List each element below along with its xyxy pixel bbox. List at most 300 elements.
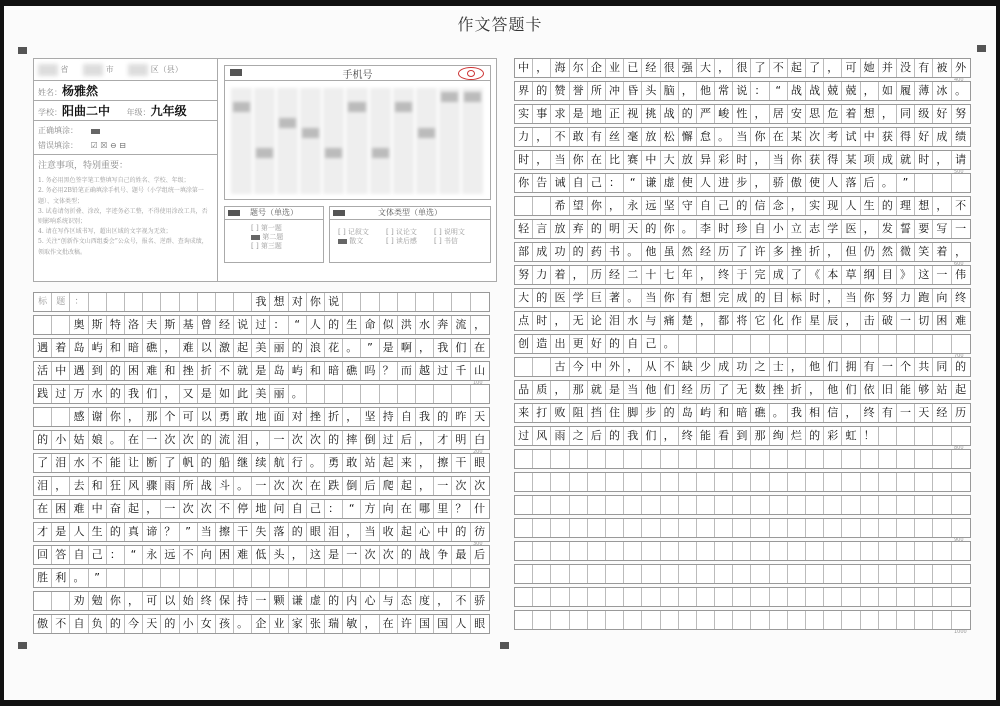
grid-cell[interactable]: [551, 542, 569, 560]
grid-cell[interactable]: [679, 565, 697, 583]
grid-cell[interactable]: [952, 611, 970, 629]
grid-cell[interactable]: 己: [715, 197, 733, 215]
grid-cell[interactable]: 好: [933, 105, 951, 123]
grid-cell[interactable]: 人: [307, 316, 325, 334]
grid-cell[interactable]: 当: [733, 128, 751, 146]
grid-cell[interactable]: 得: [897, 128, 915, 146]
grid-cell[interactable]: ，: [416, 431, 434, 449]
grid-cell[interactable]: [697, 611, 715, 629]
grid-cell[interactable]: [824, 496, 842, 514]
grid-cell[interactable]: 地: [588, 105, 606, 123]
grid-cell[interactable]: 性: [733, 105, 751, 123]
grid-cell[interactable]: 力: [515, 128, 533, 146]
grid-cell[interactable]: 终: [679, 427, 697, 445]
grid-cell[interactable]: [697, 473, 715, 491]
grid-cell[interactable]: 坚: [361, 408, 379, 426]
grid-cell[interactable]: [897, 450, 915, 468]
grid-cell[interactable]: 着: [52, 339, 70, 357]
grid-cell[interactable]: [952, 335, 970, 353]
grid-cell[interactable]: 一: [879, 358, 897, 376]
grid-cell[interactable]: [34, 408, 52, 426]
grid-cell[interactable]: 了: [715, 381, 733, 399]
grid-cell[interactable]: [679, 611, 697, 629]
grid-cell[interactable]: 。: [70, 569, 88, 587]
grid-cell[interactable]: [697, 450, 715, 468]
grid-cell[interactable]: 虹: [842, 427, 860, 445]
grid-cell[interactable]: 心: [416, 523, 434, 541]
grid-cell[interactable]: [125, 569, 143, 587]
grid-cell[interactable]: ：: [270, 316, 288, 334]
grid-cell[interactable]: 己: [642, 335, 660, 353]
grid-cell[interactable]: [606, 450, 624, 468]
grid-cell[interactable]: [398, 293, 416, 311]
grid-cell[interactable]: 水: [89, 385, 107, 403]
grid-cell[interactable]: [915, 335, 933, 353]
grid-cell[interactable]: [715, 473, 733, 491]
grid-cell[interactable]: 是: [252, 362, 270, 380]
grid-cell[interactable]: 无: [733, 381, 751, 399]
grid-cell[interactable]: ：: [325, 500, 343, 518]
grid-row[interactable]: [33, 384, 490, 404]
grid-cell[interactable]: [915, 588, 933, 606]
genre-select-box[interactable]: [329, 206, 491, 263]
grid-cell[interactable]: 将: [733, 312, 751, 330]
grid-cell[interactable]: 在: [380, 615, 398, 633]
grid-cell[interactable]: [733, 519, 751, 537]
grid-cell[interactable]: 使: [806, 174, 824, 192]
grid-cell[interactable]: 的: [325, 316, 343, 334]
grid-cell[interactable]: ，: [861, 82, 879, 100]
grid-cell[interactable]: ，: [570, 266, 588, 284]
grid-cell[interactable]: [770, 496, 788, 514]
grid-cell[interactable]: 方: [361, 500, 379, 518]
grid-cell[interactable]: 停: [234, 500, 252, 518]
grid-cell[interactable]: 生: [343, 316, 361, 334]
grid-cell[interactable]: [642, 473, 660, 491]
grid-cell[interactable]: [751, 542, 769, 560]
grid-cell[interactable]: 暗: [733, 404, 751, 422]
grid-cell[interactable]: [471, 385, 489, 403]
grid-cell[interactable]: 己: [307, 500, 325, 518]
grid-cell[interactable]: 不: [661, 358, 679, 376]
grid-cell[interactable]: 回: [34, 546, 52, 564]
grid-cell[interactable]: 的: [289, 523, 307, 541]
grid-cell[interactable]: [661, 450, 679, 468]
grid-cell[interactable]: 断: [143, 454, 161, 472]
grid-cell[interactable]: [515, 542, 533, 560]
grid-cell[interactable]: [588, 496, 606, 514]
grid-cell[interactable]: [533, 197, 551, 215]
grid-cell[interactable]: 脑: [661, 82, 679, 100]
grid-cell[interactable]: 向: [380, 500, 398, 518]
grid-cell[interactable]: 自: [624, 335, 642, 353]
grid-cell[interactable]: 兢: [842, 82, 860, 100]
grid-cell[interactable]: 流: [452, 316, 470, 334]
grid-cell[interactable]: 瑞: [325, 615, 343, 633]
grid-cell[interactable]: 风: [533, 427, 551, 445]
grid-cell[interactable]: 小: [52, 431, 70, 449]
grid-cell[interactable]: 人: [842, 197, 860, 215]
grid-cell[interactable]: [570, 519, 588, 537]
grid-cell[interactable]: 和: [89, 477, 107, 495]
grid-cell[interactable]: [515, 519, 533, 537]
grid-cell[interactable]: [198, 569, 216, 587]
grid-cell[interactable]: 看: [715, 427, 733, 445]
grid-cell[interactable]: 心: [361, 592, 379, 610]
grid-cell[interactable]: [515, 197, 533, 215]
grid-cell[interactable]: 海: [551, 59, 569, 77]
grid-cell[interactable]: 在: [125, 431, 143, 449]
grid-cell[interactable]: 他: [642, 243, 660, 261]
grid-cell[interactable]: 依: [861, 381, 879, 399]
grid-cell[interactable]: 的: [289, 339, 307, 357]
grid-cell[interactable]: [952, 565, 970, 583]
grid-row[interactable]: [514, 380, 971, 400]
grid-cell[interactable]: [715, 450, 733, 468]
grid-cell[interactable]: ，: [697, 266, 715, 284]
grid-cell[interactable]: 标: [34, 293, 52, 311]
genre-option-review[interactable]: [ ] 读后感: [386, 237, 417, 245]
grid-cell[interactable]: 试: [842, 128, 860, 146]
grid-cell[interactable]: [325, 569, 343, 587]
grid-cell[interactable]: 大: [515, 289, 533, 307]
grid-cell[interactable]: 后: [474, 548, 486, 561]
school-field[interactable]: 阳曲二中: [62, 104, 111, 118]
grid-cell[interactable]: 了: [751, 59, 769, 77]
grid-cell[interactable]: [361, 385, 379, 403]
grid-cell[interactable]: 是: [570, 105, 588, 123]
grid-cell[interactable]: 花: [325, 339, 343, 357]
grid-cell[interactable]: 啊: [398, 339, 416, 357]
grid-cell[interactable]: 是: [380, 339, 398, 357]
grid-cell[interactable]: 擦: [216, 523, 234, 541]
grid-cell[interactable]: 。: [107, 431, 125, 449]
grid-cell[interactable]: 。: [770, 404, 788, 422]
grid-cell[interactable]: [897, 611, 915, 629]
grid-cell[interactable]: 在: [770, 128, 788, 146]
grid-cell[interactable]: 阻: [570, 404, 588, 422]
grid-cell[interactable]: 从: [642, 358, 660, 376]
grid-cell[interactable]: 的: [606, 427, 624, 445]
grid-cell[interactable]: [715, 611, 733, 629]
grid-cell[interactable]: 是: [52, 523, 70, 541]
grid-cell[interactable]: [788, 335, 806, 353]
grid-cell[interactable]: 大: [661, 151, 679, 169]
grid-cell[interactable]: 奋: [107, 500, 125, 518]
grid-cell[interactable]: [751, 611, 769, 629]
grid-cell[interactable]: [398, 385, 416, 403]
grid-cell[interactable]: 。: [624, 243, 642, 261]
grid-cell[interactable]: 眼: [474, 617, 486, 630]
grid-cell[interactable]: 丽: [270, 385, 288, 403]
grid-cell[interactable]: 如: [879, 82, 897, 100]
grid-cell[interactable]: ，: [842, 404, 860, 422]
grid-cell[interactable]: 实: [806, 197, 824, 215]
grid-row[interactable]: [514, 426, 971, 446]
grid-cell[interactable]: 实: [515, 105, 533, 123]
grid-cell[interactable]: [879, 496, 897, 514]
grid-cell[interactable]: 暗: [125, 339, 143, 357]
grid-cell[interactable]: 得: [824, 151, 842, 169]
grid-cell[interactable]: 都: [715, 312, 733, 330]
grid-cell[interactable]: 他: [806, 358, 824, 376]
grid-cell[interactable]: 和: [715, 404, 733, 422]
grid-cell[interactable]: 雨: [551, 427, 569, 445]
grid-cell[interactable]: [52, 592, 70, 610]
grid-cell[interactable]: [551, 473, 569, 491]
grid-cell[interactable]: 跌: [325, 477, 343, 495]
grid-cell[interactable]: 困: [125, 362, 143, 380]
grid-cell[interactable]: ，: [751, 151, 769, 169]
grid-row[interactable]: [33, 430, 490, 450]
grid-cell[interactable]: ”: [180, 523, 198, 541]
grid-cell[interactable]: 时: [533, 312, 551, 330]
grid-cell[interactable]: 学: [824, 220, 842, 238]
grid-cell[interactable]: 礁: [751, 404, 769, 422]
grid-cell[interactable]: 丝: [606, 128, 624, 146]
genre-option-expository[interactable]: [ ] 说明文: [434, 228, 465, 236]
grid-cell[interactable]: 面: [270, 408, 288, 426]
grid-cell[interactable]: 你: [788, 151, 806, 169]
grid-cell[interactable]: [788, 496, 806, 514]
grid-cell[interactable]: 。: [343, 339, 361, 357]
grid-row[interactable]: [514, 587, 971, 607]
grid-cell[interactable]: [952, 427, 970, 445]
grid-cell[interactable]: [788, 611, 806, 629]
topic-option-2[interactable]: [251, 233, 315, 242]
grid-cell[interactable]: 辰: [824, 312, 842, 330]
grid-cell[interactable]: ，: [343, 408, 361, 426]
grid-row[interactable]: [514, 472, 971, 492]
grid-cell[interactable]: [551, 496, 569, 514]
grid-cell[interactable]: 在: [307, 477, 325, 495]
grid-cell[interactable]: [588, 588, 606, 606]
grid-cell[interactable]: [697, 565, 715, 583]
grid-cell[interactable]: 颗: [270, 592, 288, 610]
grid-cell[interactable]: 一: [897, 404, 915, 422]
grid-cell[interactable]: 弃: [570, 220, 588, 238]
grid-cell[interactable]: [733, 588, 751, 606]
grid-cell[interactable]: [842, 496, 860, 514]
grid-cell[interactable]: 你: [570, 151, 588, 169]
grid-cell[interactable]: 。: [624, 289, 642, 307]
grid-cell[interactable]: [879, 588, 897, 606]
grid-cell[interactable]: [642, 565, 660, 583]
grid-cell[interactable]: 自: [398, 408, 416, 426]
grid-cell[interactable]: 白: [474, 433, 486, 446]
grid-cell[interactable]: [52, 408, 70, 426]
grid-cell[interactable]: [915, 174, 933, 192]
grid-cell[interactable]: [915, 542, 933, 560]
grid-cell[interactable]: 的: [661, 404, 679, 422]
grid-cell[interactable]: 同: [897, 105, 915, 123]
grid-cell[interactable]: 千: [452, 362, 470, 380]
grid-cell[interactable]: 中: [434, 523, 452, 541]
grid-cell[interactable]: [624, 473, 642, 491]
grid-cell[interactable]: 之: [570, 427, 588, 445]
grid-cell[interactable]: [452, 569, 470, 587]
grid-cell[interactable]: 中: [52, 362, 70, 380]
grid-cell[interactable]: 次: [474, 479, 486, 492]
grid-cell[interactable]: 了: [161, 454, 179, 472]
grid-cell[interactable]: 你: [861, 289, 879, 307]
grid-cell[interactable]: 时: [733, 151, 751, 169]
grid-cell[interactable]: 落: [842, 174, 860, 192]
grid-cell[interactable]: 万: [70, 385, 88, 403]
grid-cell[interactable]: 己: [588, 174, 606, 192]
grid-cell[interactable]: 说: [234, 316, 252, 334]
grid-cell[interactable]: ”: [89, 569, 107, 587]
grid-cell[interactable]: [733, 335, 751, 353]
grid-cell[interactable]: [361, 293, 379, 311]
grid-cell[interactable]: 才: [34, 523, 52, 541]
grid-cell[interactable]: [343, 385, 361, 403]
grid-cell[interactable]: 持: [380, 408, 398, 426]
grid-cell[interactable]: [861, 450, 879, 468]
grid-cell[interactable]: 当: [551, 151, 569, 169]
grid-cell[interactable]: [289, 569, 307, 587]
grid-cell[interactable]: 远: [642, 197, 660, 215]
grid-cell[interactable]: [533, 565, 551, 583]
genre-option-narrative[interactable]: [ ] 记叙文: [338, 228, 369, 236]
grid-cell[interactable]: 某: [788, 128, 806, 146]
grid-cell[interactable]: 了: [806, 59, 824, 77]
grid-cell[interactable]: 当: [624, 381, 642, 399]
grid-cell[interactable]: [915, 473, 933, 491]
grid-cell[interactable]: 我: [125, 385, 143, 403]
grid-cell[interactable]: 居: [770, 105, 788, 123]
grid-cell[interactable]: 彷: [474, 525, 486, 538]
grid-cell[interactable]: [697, 588, 715, 606]
grid-cell[interactable]: [842, 519, 860, 537]
grid-cell[interactable]: 医: [842, 220, 860, 238]
grid-cell[interactable]: 质: [533, 381, 551, 399]
grid-cell[interactable]: 我: [252, 293, 270, 311]
grid-cell[interactable]: 写: [933, 220, 951, 238]
grid-cell[interactable]: 帆: [180, 454, 198, 472]
grid-cell[interactable]: 了: [788, 266, 806, 284]
grid-cell[interactable]: 想: [270, 293, 288, 311]
grid-cell[interactable]: 彩: [824, 427, 842, 445]
grid-cell[interactable]: [606, 565, 624, 583]
grid-cell[interactable]: [824, 611, 842, 629]
grid-cell[interactable]: 虚: [661, 174, 679, 192]
grid-cell[interactable]: 的: [107, 385, 125, 403]
grid-cell[interactable]: 所: [180, 477, 198, 495]
grid-cell[interactable]: 怠: [697, 128, 715, 146]
grid-cell[interactable]: 的: [325, 592, 343, 610]
grid-cell[interactable]: [770, 588, 788, 606]
grid-cell[interactable]: [879, 565, 897, 583]
grid-cell[interactable]: 的: [34, 431, 52, 449]
grid-cell[interactable]: ：: [606, 174, 624, 192]
grid-cell[interactable]: [697, 335, 715, 353]
grid-cell[interactable]: 成: [715, 358, 733, 376]
grid-cell[interactable]: [570, 588, 588, 606]
grid-cell[interactable]: [879, 542, 897, 560]
grid-cell[interactable]: 在: [588, 151, 606, 169]
grid-cell[interactable]: [715, 565, 733, 583]
grid-cell[interactable]: 很: [661, 59, 679, 77]
grid-cell[interactable]: 努: [955, 107, 967, 120]
grid-cell[interactable]: 就: [897, 151, 915, 169]
grid-cell[interactable]: 泪: [52, 454, 70, 472]
grid-cell[interactable]: 向: [933, 289, 951, 307]
grid-cell[interactable]: [551, 519, 569, 537]
grid-cell[interactable]: [770, 565, 788, 583]
grid-cell[interactable]: 又: [180, 385, 198, 403]
grid-cell[interactable]: [915, 519, 933, 537]
grid-cell[interactable]: 中: [588, 358, 606, 376]
grid-cell[interactable]: 们: [842, 381, 860, 399]
grid-cell[interactable]: [842, 611, 860, 629]
grid-cell[interactable]: 松: [661, 128, 679, 146]
grid-cell[interactable]: 许: [398, 615, 416, 633]
grid-cell[interactable]: ，: [788, 197, 806, 215]
grid-cell[interactable]: 学: [570, 289, 588, 307]
grid-cell[interactable]: 们: [143, 385, 161, 403]
grid-row[interactable]: [514, 104, 971, 124]
grid-cell[interactable]: [452, 385, 470, 403]
grid-cell[interactable]: ，: [533, 128, 551, 146]
grid-cell[interactable]: 天: [624, 220, 642, 238]
grid-cell[interactable]: 后: [861, 174, 879, 192]
grid-cell[interactable]: 业: [270, 615, 288, 633]
grid-cell[interactable]: [806, 473, 824, 491]
grid-cell[interactable]: [343, 569, 361, 587]
grid-cell[interactable]: [824, 588, 842, 606]
grid-cell[interactable]: 始: [180, 592, 198, 610]
grid-cell[interactable]: 水: [70, 454, 88, 472]
grid-cell[interactable]: 在: [398, 500, 416, 518]
grid-cell[interactable]: 信: [751, 197, 769, 215]
grid-cell[interactable]: 目: [879, 266, 897, 284]
grid-cell[interactable]: [661, 588, 679, 606]
grid-cell[interactable]: [861, 473, 879, 491]
grid-cell[interactable]: ，: [824, 289, 842, 307]
grid-cell[interactable]: 企: [252, 615, 270, 633]
grid-cell[interactable]: 败: [551, 404, 569, 422]
grid-cell[interactable]: 是: [198, 385, 216, 403]
grid-cell[interactable]: [661, 473, 679, 491]
grid-cell[interactable]: 明: [606, 220, 624, 238]
grid-cell[interactable]: 自: [751, 220, 769, 238]
grid-cell[interactable]: [879, 611, 897, 629]
grid-cell[interactable]: 地: [252, 500, 270, 518]
grid-cell[interactable]: [234, 569, 252, 587]
grid-cell[interactable]: [952, 588, 970, 606]
grid-cell[interactable]: “: [624, 174, 642, 192]
grid-cell[interactable]: 部: [515, 243, 533, 261]
grid-cell[interactable]: [661, 565, 679, 583]
grid-cell[interactable]: 好: [588, 335, 606, 353]
grid-cell[interactable]: 折: [325, 408, 343, 426]
grid-cell[interactable]: ，: [52, 477, 70, 495]
grid-cell[interactable]: 一: [933, 266, 951, 284]
grid-cell[interactable]: 七: [661, 266, 679, 284]
grid-cell[interactable]: [125, 293, 143, 311]
grid-cell[interactable]: [570, 542, 588, 560]
grid-row[interactable]: [33, 499, 490, 519]
grid-cell[interactable]: 一: [434, 477, 452, 495]
grid-cell[interactable]: ，: [697, 312, 715, 330]
grid-cell[interactable]: 可: [842, 59, 860, 77]
grid-cell[interactable]: [434, 293, 452, 311]
grid-cell[interactable]: 头: [270, 546, 288, 564]
grid-cell[interactable]: 无: [570, 312, 588, 330]
grid-cell[interactable]: [733, 565, 751, 583]
grid-cell[interactable]: ，: [624, 358, 642, 376]
